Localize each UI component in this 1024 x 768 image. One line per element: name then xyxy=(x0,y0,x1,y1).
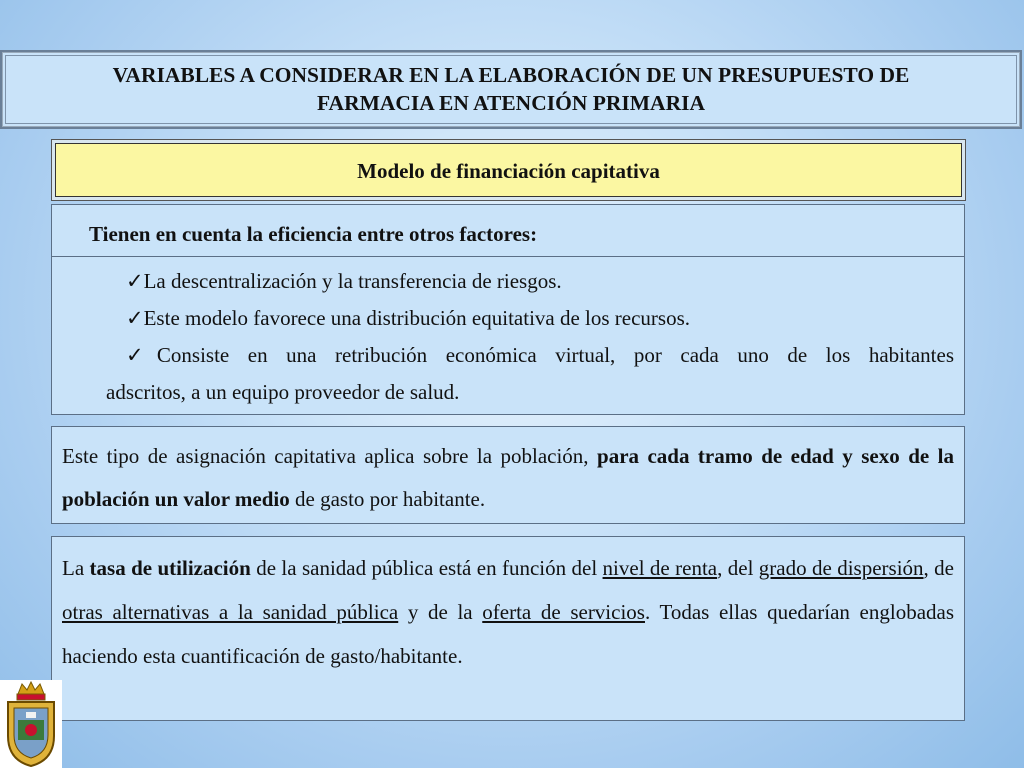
check-icon: ✓ xyxy=(126,343,157,367)
coat-of-arms-icon xyxy=(0,680,62,768)
list-item: ✓Consiste en una retribución económica virtual, por cada uno de los habitantes xyxy=(126,343,954,367)
factors-list xyxy=(51,257,965,415)
list-item: ✓Este modelo favorece una distribución equitativa de los recursos. xyxy=(126,306,691,330)
slide-title xyxy=(0,50,1022,129)
dispersion-term: grado de dispersión xyxy=(758,556,924,580)
list-item-continuation: adscritos, a un equipo proveedor de salud. xyxy=(106,380,460,404)
income-level-term: nivel de renta xyxy=(602,556,718,580)
model-heading-box xyxy=(51,139,966,201)
check-icon: ✓ xyxy=(126,306,144,330)
check-icon: ✓ xyxy=(126,269,144,293)
title-line-2: FARMACIA EN ATENCIÓN PRIMARIA xyxy=(317,91,705,115)
assignment-emphasis: para cada tramo de edad y sexo de la población un valor medio xyxy=(62,444,954,511)
factors-heading: Tienen en cuenta la eficiencia entre otros factores: xyxy=(51,204,965,257)
assignment-paragraph: Este tipo de asignación capitativa aplica sobre la población, para cada tramo de edad y sexo de la población un valor medio de gasto por habitante. xyxy=(51,426,965,524)
utilization-rate-term: tasa de utilización xyxy=(89,556,251,580)
list-item: ✓La descentralización y la transferencia de riesgos. xyxy=(126,269,562,293)
utilization-paragraph: La tasa de utilización de la sanidad pública está en función del nivel de renta, del grado de dispersión, de otras alternativas a la sanidad pública y de la oferta de servicios. Todas ellas quedarían englobadas haciendo esta cuantificación de gasto/habitante. xyxy=(51,536,965,721)
title-line-1: VARIABLES A CONSIDERAR EN LA ELABORACIÓN DE UN PRESUPUESTO DE xyxy=(112,63,910,87)
alternatives-term: otras alternativas a la sanidad pública xyxy=(62,600,399,624)
services-supply-term: oferta de servicios xyxy=(482,600,645,624)
model-heading: Modelo de financiación capitativa xyxy=(55,143,962,197)
